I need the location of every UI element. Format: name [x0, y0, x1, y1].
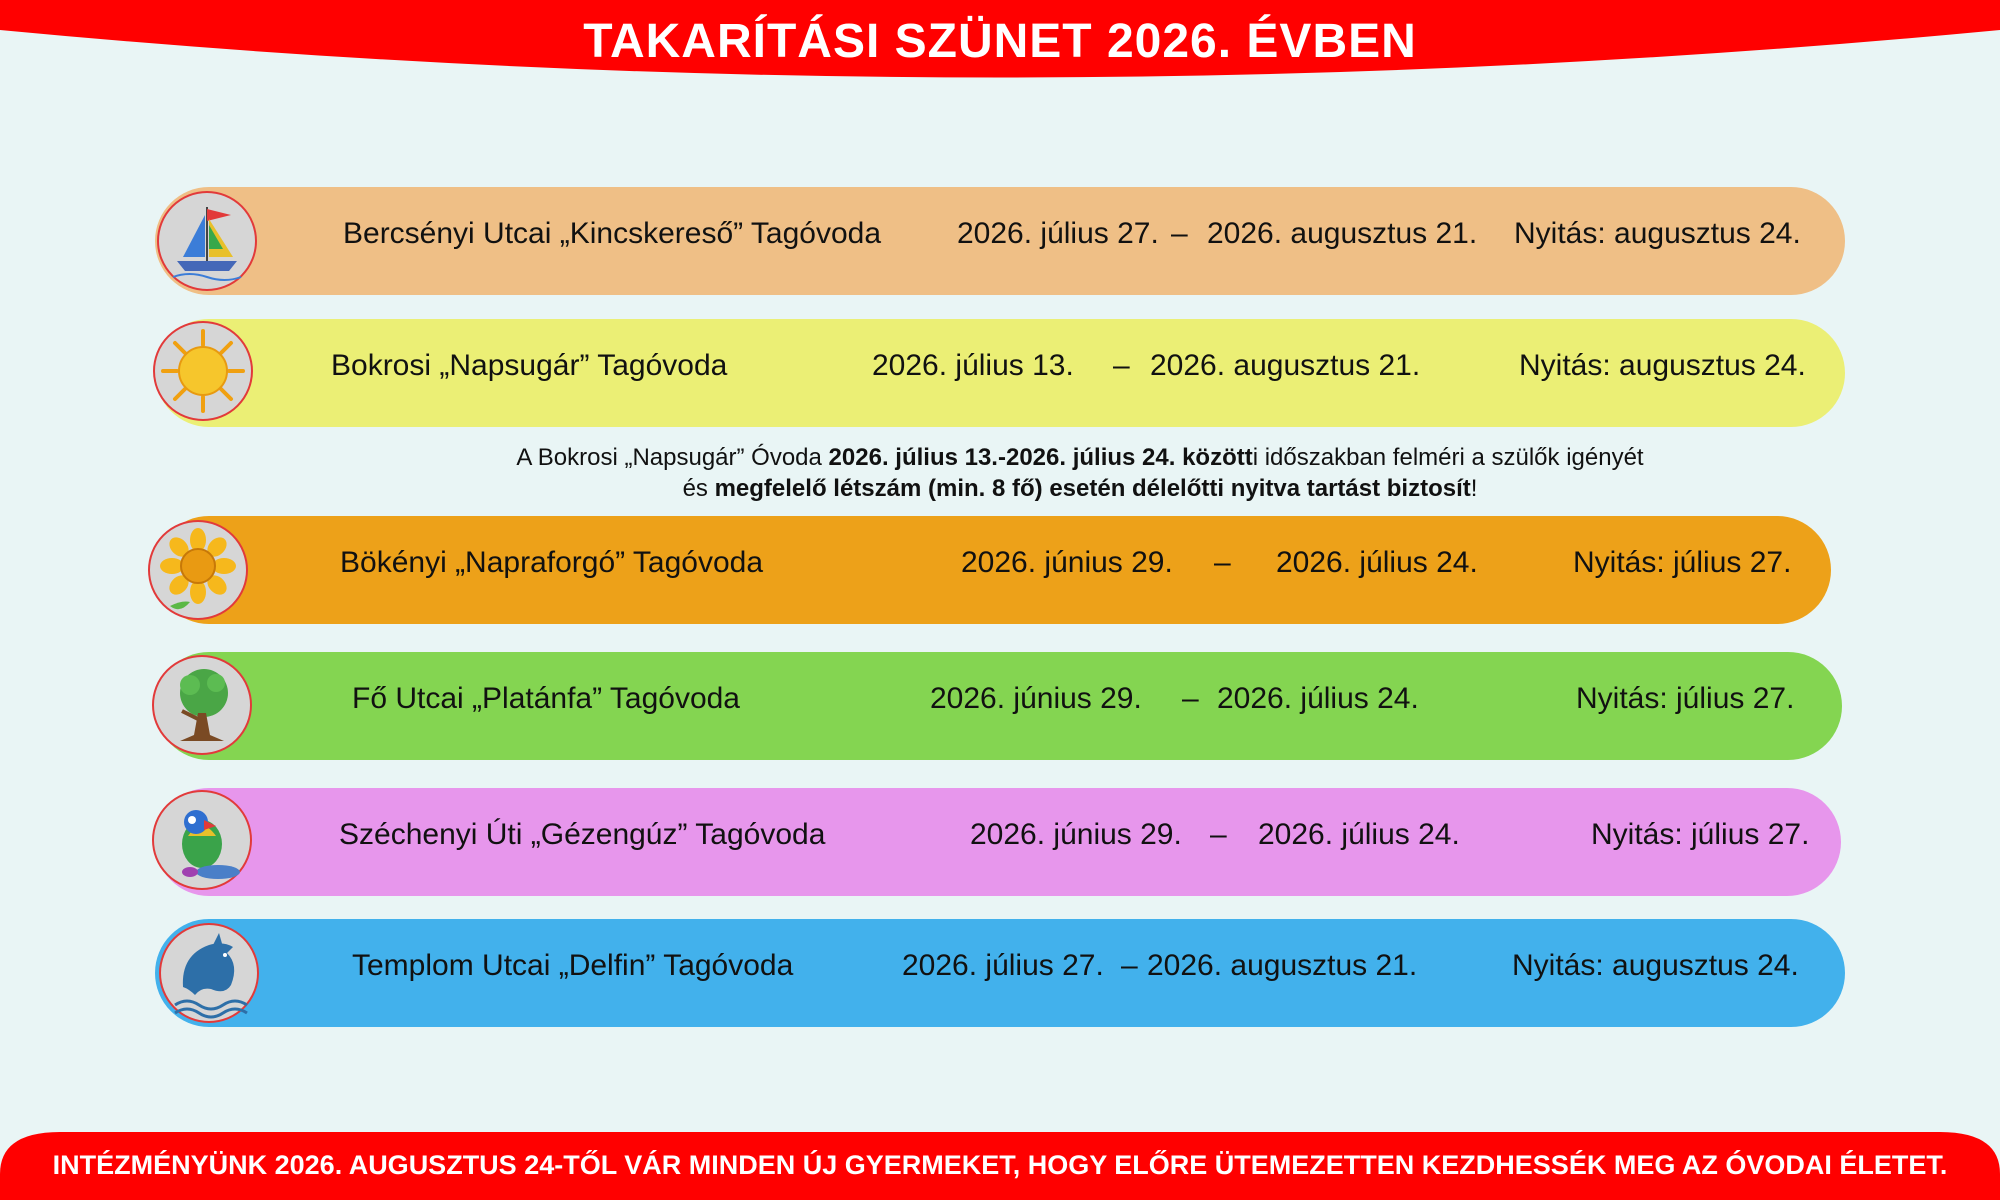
tree-icon [152, 655, 252, 755]
kindergarten-row-gezenguz [155, 788, 1841, 896]
footer-message: INTÉZMÉNYÜNK 2026. AUGUSZTUS 24-TŐL VÁR MINDEN ÚJ GYERMEKET, HOGY ELŐRE ÜTEMEZETTEN KEZDHESSÉK MEG AZ ÓVODAI ÉLETET. [52, 1150, 1948, 1180]
closure-start-date: 2026. július 27. [957, 217, 1159, 250]
kindergarten-name: Bokrosi „Napsugár” Tagóvoda [331, 349, 728, 382]
closure-end-date: 2026. augusztus 21. [1147, 949, 1418, 982]
opening-date: Nyitás: július 27. [1591, 818, 1810, 851]
date-separator: – [1121, 949, 1138, 982]
footer-banner [0, 1130, 2000, 1200]
kindergarten-row-platanfa [155, 652, 1842, 760]
closure-end-date: 2026. augusztus 21. [1150, 349, 1421, 382]
opening-date: Nyitás: augusztus 24. [1512, 949, 1799, 982]
kindergarten-name: Fő Utcai „Platánfa” Tagóvoda [352, 682, 740, 715]
opening-date: Nyitás: augusztus 24. [1514, 217, 1801, 250]
closure-end-date: 2026. július 24. [1217, 682, 1419, 715]
closure-start-date: 2026. június 29. [961, 546, 1173, 579]
notice-line-2 [280, 473, 1880, 504]
date-separator: – [1210, 818, 1227, 851]
opening-date: Nyitás: július 27. [1576, 682, 1795, 715]
closure-end-date: 2026. augusztus 21. [1207, 217, 1478, 250]
kindergarten-row-delfin [155, 919, 1845, 1027]
date-separator: – [1182, 682, 1199, 715]
kindergarten-row-kincskereso [155, 187, 1845, 295]
date-separator: – [1113, 349, 1130, 382]
notice-text: A Bokrosi „Napsugár” Óvoda [516, 444, 829, 471]
closure-start-date: 2026. július 13. [872, 349, 1074, 382]
notice-text: ! [1470, 475, 1478, 502]
closure-start-date: 2026. július 27. [902, 949, 1104, 982]
date-separator: – [1171, 217, 1188, 250]
kindergarten-name: Bökényi „Napraforgó” Tagóvoda [340, 546, 764, 579]
napsugar-notice [280, 442, 1880, 504]
kindergarten-row-napraforgo [155, 516, 1831, 624]
notice-period: 2026. július 13.-2026. július 24. között [828, 444, 1253, 471]
kindergarten-name: Bercsényi Utcai „Kincskereső” Tagóvoda [343, 217, 882, 250]
notice-text: i időszakban felméri a szülők igényét [1252, 444, 1644, 471]
page-title: TAKARÍTÁSI SZÜNET 2026. ÉVBEN [583, 15, 1417, 68]
closure-end-date: 2026. július 24. [1258, 818, 1460, 851]
sun-icon [153, 321, 253, 421]
opening-date: Nyitás: július 27. [1573, 546, 1792, 579]
notice-line-1 [280, 442, 1880, 473]
date-separator: – [1214, 546, 1231, 579]
closure-start-date: 2026. június 29. [970, 818, 1182, 851]
notice-text: és [682, 475, 715, 502]
parrot-icon [152, 790, 252, 890]
closure-start-date: 2026. június 29. [930, 682, 1142, 715]
dolphin-icon [159, 923, 259, 1023]
sailboat-icon [157, 191, 257, 291]
kindergarten-name: Széchenyi Úti „Gézengúz” Tagóvoda [339, 818, 826, 851]
sunflower-icon [148, 520, 248, 620]
header-banner [0, 0, 2000, 84]
kindergarten-row-napsugar [155, 319, 1845, 427]
kindergarten-name: Templom Utcai „Delfin” Tagóvoda [352, 949, 794, 982]
opening-date: Nyitás: augusztus 24. [1519, 349, 1806, 382]
closure-end-date: 2026. július 24. [1276, 546, 1478, 579]
notice-condition: megfelelő létszám (min. 8 fő) esetén délelőtti nyitva tartást biztosít [714, 475, 1471, 502]
